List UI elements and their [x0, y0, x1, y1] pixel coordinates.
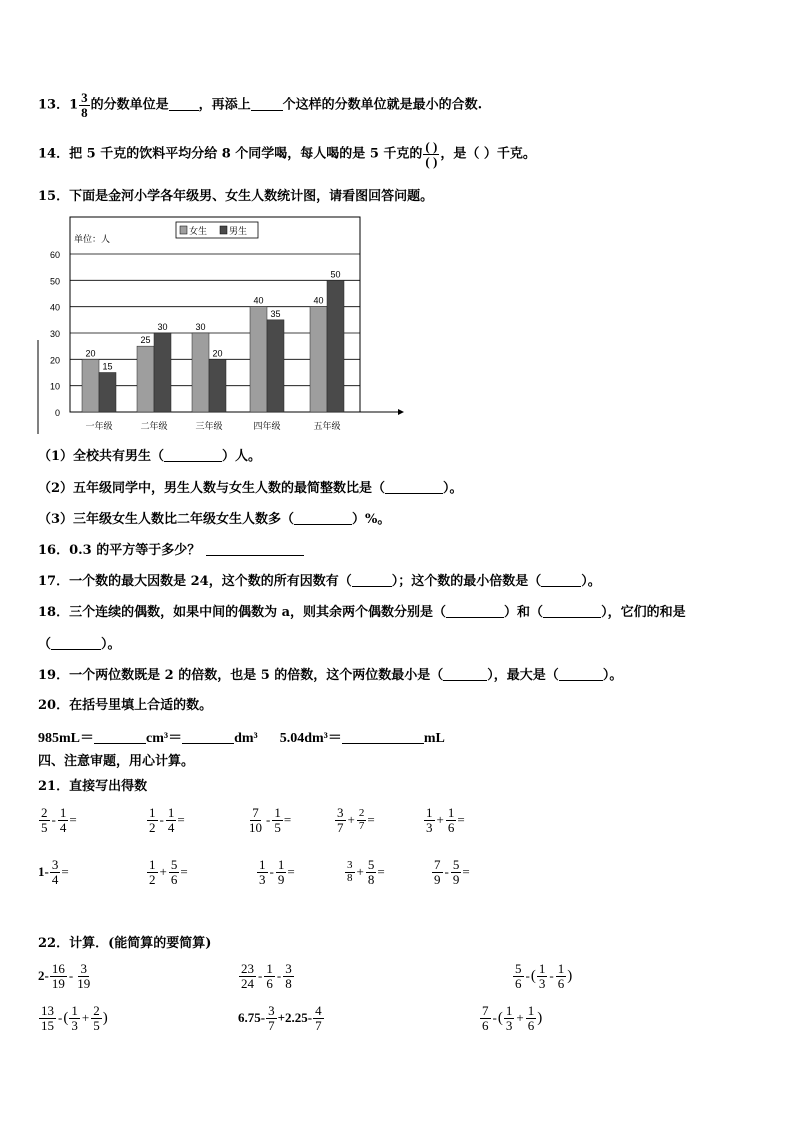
expr-22-1: 2- $\frac{16}{19}$ - $\frac{3}{19}$: [38, 961, 91, 991]
y-tick-label: 10: [49, 381, 60, 392]
bar: [310, 307, 327, 412]
expr-21-9: $\frac{3}{8}$ + $\frac{5}{8}$ =: [347, 857, 385, 887]
expr-22-4: $\frac{13}{15}$ - ( $\frac{1}{3}$ + $\frac{2}{5}$ ): [41, 1003, 108, 1033]
expr-21-8: $\frac{1}{3}$ - $\frac{1}{9}$ =: [259, 857, 295, 887]
category-label: 三年级: [195, 422, 223, 432]
data-label: 20: [85, 348, 96, 359]
answer-blank[interactable]: [543, 605, 601, 618]
data-label: 50: [330, 269, 341, 280]
section-heading: 四、注意审题，用心计算。: [38, 754, 195, 769]
question-14: 14．把 5 千克的饮料平均分给 8 个同学喝，每人喝的是 5 千克的 $\frac{( )}{( )}$ ，是（ ）千克。: [38, 139, 536, 169]
legend-label: 女生: [189, 227, 208, 237]
answer-blank[interactable]: [352, 574, 392, 587]
expr-22-6: $\frac{7}{6}$ - ( $\frac{1}{3}$ + $\frac{1}{6}$ ): [482, 1003, 543, 1033]
fraction: $\frac{3}{8}$: [81, 90, 88, 120]
bar: [99, 373, 116, 413]
expr-21-4: $\frac{3}{7}$ + $\frac{2}{7}$ =: [337, 805, 375, 835]
category-label: 二年级: [140, 422, 168, 432]
x-axis-arrow: [398, 409, 404, 415]
answer-blank[interactable]: [385, 481, 443, 494]
answer-blank[interactable]: [251, 98, 283, 111]
category-label: 五年级: [313, 422, 341, 432]
data-label: 30: [195, 322, 206, 332]
bar: [82, 359, 99, 412]
y-tick-label: 20: [49, 355, 60, 366]
answer-blank[interactable]: [443, 668, 487, 681]
expr-21-1: $\frac{2}{5}$ - $\frac{1}{4}$ =: [41, 805, 77, 835]
y-tick-label: 50: [49, 276, 60, 287]
category-label: 一年级: [85, 422, 113, 432]
expr-21-2: $\frac{1}{2}$ - $\frac{1}{4}$ =: [149, 805, 185, 835]
question-22: 22．计算．(能简算的要简算): [38, 936, 212, 951]
answer-blank[interactable]: [164, 449, 222, 462]
answer-blank[interactable]: [51, 637, 101, 650]
answer-blank[interactable]: [169, 98, 199, 111]
bar: [267, 320, 284, 412]
fraction-blank[interactable]: $\frac{( )}{( )}$: [425, 139, 438, 169]
question-20-conversions: 985mL＝ cm³＝ dm³ 5.04dm³＝ mL: [38, 731, 445, 746]
expr-21-10: $\frac{7}{9}$ - $\frac{5}{9}$ =: [434, 857, 470, 887]
bar: [192, 333, 209, 412]
expr-21-3: $\frac{7}{10}$ - $\frac{1}{5}$ =: [249, 805, 292, 835]
question-15-1: （1）全校共有男生（ ）人。: [38, 449, 262, 464]
question-15-3: （3）三年级女生人数比二年级女生人数多（ ）%。: [38, 512, 391, 527]
expr-21-5: $\frac{1}{3}$ + $\frac{1}{6}$ =: [426, 805, 465, 835]
answer-blank[interactable]: [182, 731, 234, 744]
y-tick-label: 60: [49, 250, 60, 260]
data-label: 20: [212, 348, 223, 359]
legend-label: 男生: [229, 227, 248, 237]
question-18: 18．三个连续的偶数，如果中间的偶数为 a，则其余两个偶数分别是（ ）和（ ），它们的和是: [38, 605, 686, 620]
expr-22-2: $\frac{23}{24}$ - $\frac{1}{6}$ - $\frac{3}{8}$: [241, 961, 292, 991]
y-tick-label: 30: [49, 329, 60, 339]
question-18-cont: （ ）。: [38, 637, 121, 652]
bar: [327, 280, 344, 412]
bar: [154, 333, 171, 412]
unit-label: 单位：人: [74, 235, 111, 245]
answer-blank[interactable]: [446, 605, 504, 618]
expr-21-6: 1- $\frac{3}{4}$ =: [38, 857, 69, 887]
question-17: 17．一个数的最大因数是 24，这个数的所有因数有（ ）；这个数的最小倍数是（ ）。: [38, 574, 601, 589]
y-tick-label: 40: [49, 302, 60, 313]
answer-blank[interactable]: [342, 731, 424, 744]
expr-21-7: $\frac{1}{2}$ + $\frac{5}{6}$ =: [149, 857, 188, 887]
data-label: 30: [157, 322, 168, 332]
bar-chart: [30, 212, 410, 434]
legend-swatch: [220, 226, 227, 234]
expr-22-5: 6.75- $\frac{3}{7}$ +2.25- $\frac{4}{7}$: [238, 1003, 322, 1033]
y-tick-label: 0: [54, 408, 60, 418]
legend-swatch: [180, 226, 187, 234]
answer-blank[interactable]: [94, 731, 146, 744]
question-15: 15．下面是金河小学各年级男、女生人数统计图，请看图回答问题。: [38, 189, 434, 204]
bar: [250, 307, 267, 412]
answer-blank[interactable]: [294, 512, 352, 525]
question-21: 21．直接写出得数: [38, 779, 148, 794]
answer-blank[interactable]: [559, 668, 603, 681]
bar: [137, 346, 154, 412]
bar: [209, 359, 226, 412]
category-label: 四年级: [253, 422, 281, 432]
expr-22-3: $\frac{5}{6}$ - ( $\frac{1}{3}$ - $\frac{1}{6}$ ): [515, 961, 573, 991]
question-13: 13．1 $\frac{3}{8}$ 的分数单位是 ，再添上 个这样的分数单位就是最小的合数.: [38, 90, 483, 120]
answer-blank[interactable]: [206, 543, 304, 556]
data-label: 25: [140, 335, 151, 346]
answer-blank[interactable]: [541, 574, 581, 587]
question-16: 16．0.3 的平方等于多少？: [38, 543, 304, 557]
question-19: 19．一个两位数既是 2 的倍数，也是 5 的倍数，这个两位数最小是（ ），最大是（ ）。: [38, 668, 623, 683]
question-15-2: （2）五年级同学中，男生人数与女生人数的最简整数比是（ ）。: [38, 481, 463, 496]
data-label: 40: [313, 295, 324, 306]
data-label: 40: [253, 295, 264, 306]
question-20: 20．在括号里填上合适的数。: [38, 698, 213, 713]
data-label: 35: [270, 308, 281, 319]
data-label: 15: [102, 361, 113, 372]
